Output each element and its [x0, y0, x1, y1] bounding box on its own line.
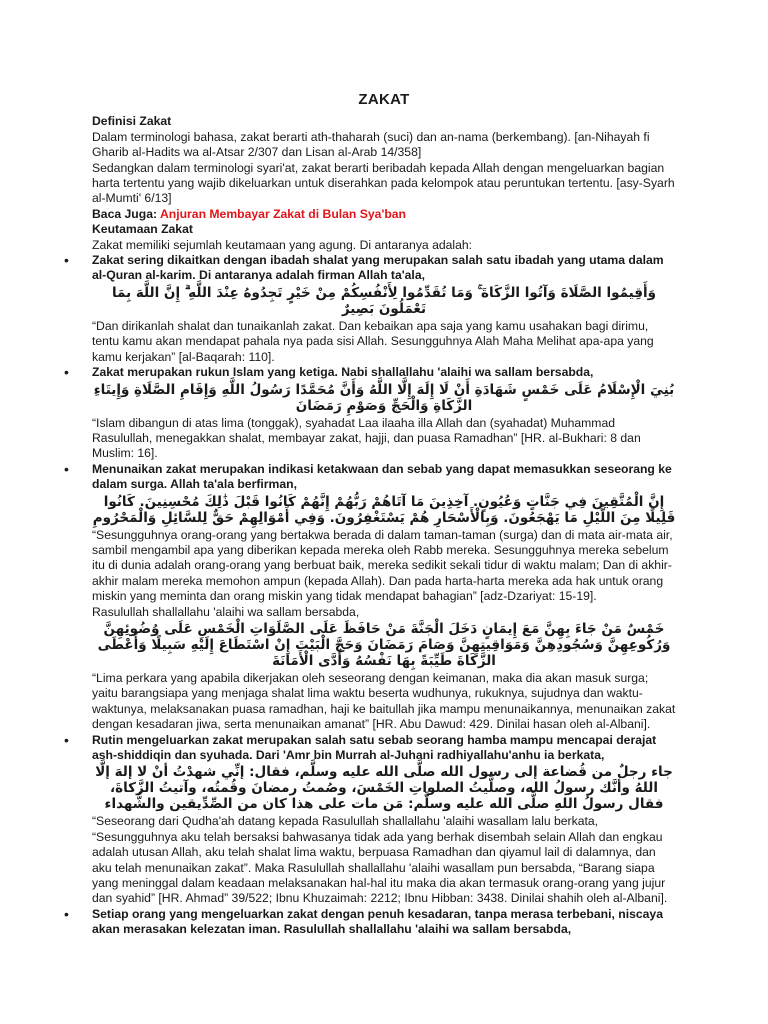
- keutamaan-heading: Keutamaan Zakat: [92, 222, 193, 237]
- keutamaan-list: [92, 253, 676, 938]
- hadith-intro: Rasulullah shallallahu 'alaihi wa sallam bersabda,: [92, 604, 360, 619]
- translation: “Dan dirikanlah shalat dan tunaikanlah zakat. Dan kebaikan apa saja yang kamu usahakan bagi dirimu, tentu kamu akan mendapat pahala nya pada sisi Allah. Sesungguhnya Alah Maha Melihat apa-apa yang kamu kerjakan” [al-Baqarah: 110].: [92, 318, 654, 364]
- list-item-title: • Setiap orang yang mengeluarkan zakat dengan penuh kesadaran, tanpa merasa terbebani, niscaya akan merasakan kelezatan iman. Rasulullah shallallahu 'alaihi wa sallam bersabda,: [92, 906, 663, 937]
- list-item-title: • Menunaikan zakat merupakan indikasi ketakwaan dan sebab yang dapat memasukkan seseorang ke dalam surga. Allah ta'ala berfirman,: [92, 461, 672, 492]
- list-item: [92, 253, 676, 365]
- list-item-title: • Rutin mengeluarkan zakat merupakan salah satu sebab seorang hamba mampu mencapai derajat ash-shiddiqin dan syuhada. Dari 'Amr bin Murrah al-Juhani radhiyallahu'anhu ia berkata,: [92, 732, 657, 762]
- list-item-title: • Zakat sering dikaitkan dengan ibadah shalat yang merupakan salah satu ibadah yang utama dalam al-Quran al-karim. Di antaranya adalah firman Allah ta'ala,: [92, 253, 664, 283]
- translation: “Seseorang dari Qudha'ah datang kepada Rasulullah shallallahu 'alaihi wasallam lalu berkata, “Sesungguhnya aku telah bersaksi bahwasanya tidak ada yang berhak disembah selain Allah dan engkau adalah utusan Allah, aku telah shalat lima waktu, berpuasa Ramadhan dan qiyamul lail di dalamnya, dan aku telah menunaikan zakat”. Maka Rasulullah shallallahu 'alaihi wasallam pun bersabda, “Barang siapa yang meninggal dalam keadaan melaksanakan hal-hal itu maka dia akan termasuk orang-orang yang jujur dan syahid” [HR. Ahmad” 39/522; Ibnu Khuzaimah: 2212; Ibnu Hibban: 3438. Dinilai shahih oleh al-Albani].: [92, 814, 668, 906]
- baca-juga-line: [92, 207, 676, 222]
- arabic-hadith: خَمْسٌ مَنْ جَاءَ بِهِنَّ مَعَ إِيمَانٍ دَخَلَ الْجَنَّةَ مَنْ حَافَظَ عَلَى الصَّلَوَاتِ الْخَمْسِ عَلَى وُضُوئِهِنَّ وَرُكُوعِهِنَّ وَسُجُودِهِنَّ وَمَوَاقِيتِهِنَّ وَصَامَ رَمَضَانَ وَحَجَّ الْبَيْتَ إِنْ اسْتَطَاعَ إِلَيْهِ سَبِيلًا وَأَعْطَى الزَّكَاةَ طَيِّبَةً بِهَا نَفْسُهُ وَأَدَّى الْأَمَانَةَ: [97, 620, 671, 669]
- translation: “Lima perkara yang apabila dikerjakan oleh seseorang dengan keimanan, maka dia akan masuk surga; yaitu barangsiapa yang menjaga shalat lima waktu beserta wudhunya, rukuknya, sujudnya dan waktu-waktunya, melaksanakan puasa ramadhan, haji ke baitullah jika mampu menunaikannya, menunaikan zakat dengan kesadaran jiwa, serta menunaikan amanat” [HR. Abu Dawud: 429. Dinilai hasan oleh al-Albani].: [92, 670, 676, 732]
- arabic-verse: وَأَقِيمُوا الصَّلَاةَ وَآتُوا الزَّكَاةَ ۚ وَمَا تُقَدِّمُوا لِأَنْفُسِكُمْ مِنْ خَيْرٍ تَجِدُوهُ عِنْدَ اللَّهِ ۗ إِنَّ اللَّهَ بِمَا تَعْمَلُونَ بَصِيرٌ: [111, 284, 657, 317]
- definisi-paragraph-2: Sedangkan dalam terminologi syari'at, zakat berarti beribadah kepada Allah dengan mengeluarkan bagian harta tertentu yang wajib dikeluarkan untuk diserahkan pada kelompok atau peruntukan tertentu. [asy-Syarh al-Mumti' 6/13]: [92, 160, 675, 206]
- list-item: [92, 733, 676, 907]
- list-item: [92, 462, 676, 733]
- keutamaan-intro: Zakat memiliki sejumlah keutamaan yang agung. Di antaranya adalah:: [92, 237, 473, 252]
- arabic-hadith: جاء رجلٌ من قُضاعة إلى رسول الله صلَّى الله عليه وسلَّم، فقال: إنِّي شهدْتُ أنْ لا إلهَ إلَّا اللهُ وأنَّك رسولُ الله، وصلَّيتُ الصلواتِ الخَمْسَ، وصُمتُ رمضانَ وقُمتُه، وآتيتُ الزَّكاةَ، فقال رسولُ اللهِ صلَّى الله عليه وسلَّم: مَن مات على هذا كان من الصِّدِّيقين والشُّهداء: [95, 764, 673, 813]
- list-item-title: • Zakat merupakan rukun Islam yang ketiga. Nabi shallallahu 'alaihi wa sallam bersabda,: [92, 365, 594, 380]
- definisi-heading: Definisi Zakat: [92, 114, 172, 129]
- list-item: [92, 365, 676, 462]
- document-title: ZAKAT: [358, 91, 410, 108]
- baca-juga-link[interactable]: Anjuran Membayar Zakat di Bulan Sya'ban: [159, 206, 407, 221]
- baca-juga-label: Baca Juga:: [92, 206, 160, 221]
- list-item: [92, 907, 676, 938]
- translation: “Islam dibangun di atas lima (tonggak), syahadat Laa ilaaha illa Allah dan (syahadat) Muhammad Rasulullah, menegakkan shalat, membayar zakat, hajji, dan puasa Ramadhan” [HR. al-Bukhari: 8 dan Muslim: 16].: [92, 415, 641, 461]
- definisi-paragraph-1: Dalam terminologi bahasa, zakat berarti ath-thaharah (suci) dan an-nama (berkembang). [an-Nihayah fi Gharib al-Hadits wa al-Atsar 2/307 dan Lisan al-Arab 14/358]: [92, 129, 650, 160]
- arabic-verse: إِنَّ الْمُتَّقِينَ فِي جَنَّاتٍ وَعُيُونٍ. آخِذِينَ مَا آتَاهُمْ رَبُّهُمْ إِنَّهُمْ كَانُوا قَبْلَ ذَٰلِكَ مُحْسِنِينَ. كَانُوا قَلِيلًا مِنَ اللَّيْلِ مَا يَهْجَعُونَ. وَبِالْأَسْحَارِ هُمْ يَسْتَغْفِرُونَ. وَفِي أَمْوَالِهِمْ حَقٌّ لِلسَّائِلِ وَالْمَحْرُومِ: [92, 493, 676, 526]
- translation: “Sesungguhnya orang-orang yang bertakwa berada di dalam taman-taman (surga) dan di mata air-mata air, sambil mengambil apa yang diberikan kepada mereka oleh Rabb mereka. Sesungguhnya mereka sebelum itu di dunia adalah orang-orang yang berbuat baik, mereka sedikit sekali tidur di waktu malam; Dan di akhir-akhir malam mereka memohon ampun (kepada Allah). Dan pada harta-harta mereka ada hak untuk orang miskin yang meminta dan orang miskin yang tidak mendapat bahagian” [adz-Dzariyat: 15-19].: [92, 527, 673, 604]
- arabic-hadith: بُنِيَ الْإِسْلَامُ عَلَى خَمْسٍ شَهَادَةِ أَنْ لَا إِلَهَ إِلَّا اللَّهُ وَأَنَّ مُحَمَّدًا رَسُولُ اللَّهِ وَإِقَامِ الصَّلَاةِ وَإِيتَاءِ الزَّكَاةِ وَالْحَجِّ وَصَوْمِ رَمَضَانَ: [93, 381, 675, 414]
